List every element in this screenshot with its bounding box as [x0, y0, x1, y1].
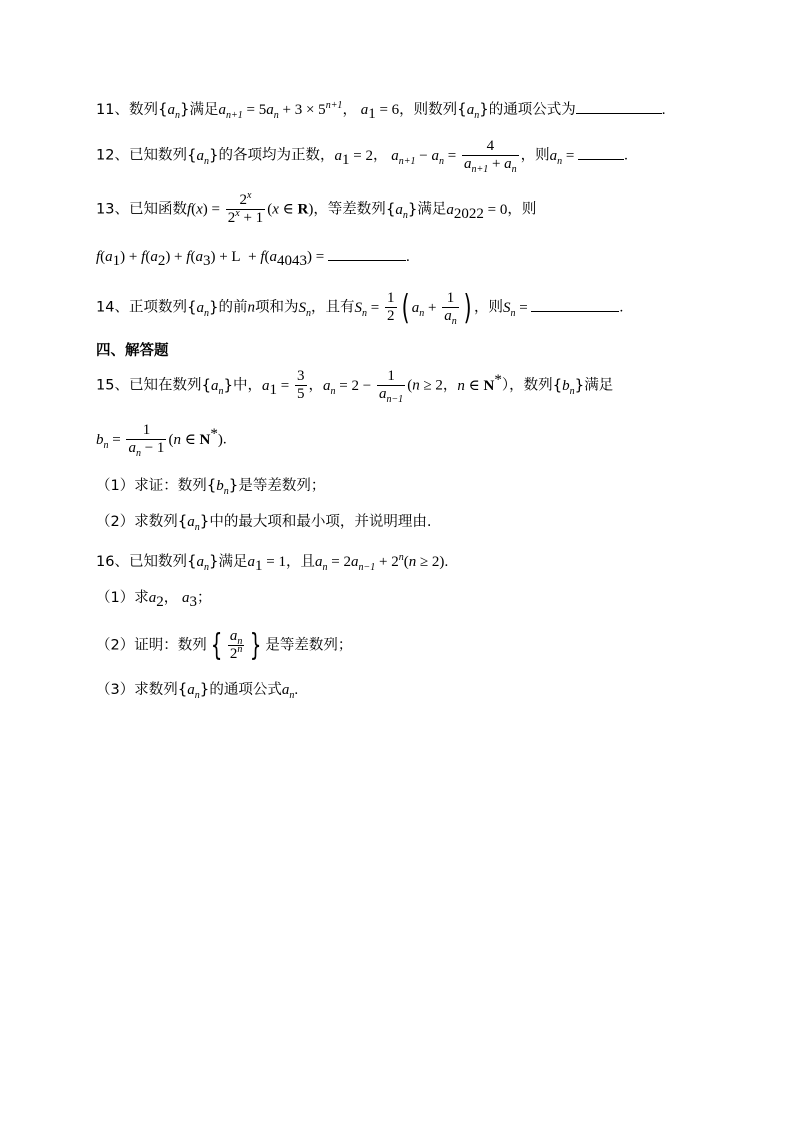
math-function: f(x) = [186, 201, 224, 218]
question-number: 11、 [96, 102, 129, 118]
math-seq-an: $\{a_n\}$ [157, 100, 190, 121]
question-15-part-1: （1）求证：数列$\{b_n\}$是等差数列； [96, 476, 326, 497]
question-number: 12、 [96, 147, 129, 164]
question-11: 11、数列$\{a_n\}$满足$a_{n+1} = 5a_n + 3 \times 5^{n+1}$， $a_1 = 6$，则数列$\{a_n\}$的通项公式为 . [96, 100, 666, 122]
math-initial: $a_1 = 2$ [334, 147, 374, 168]
math-fraction: $\frac{4}{a_{n+1} + a_n}$ [463, 138, 517, 175]
math-recurrence: $a_{n+1} = 5a_n + 3 \times 5^{n+1}$ [218, 100, 343, 121]
math-fraction: $\frac{3}{5}$ [297, 368, 305, 402]
question-15-part-2: （2）求数列$\{a_n\}$中的最大项和最小项，并说明理由. [96, 512, 432, 533]
question-16-part-2: （2）证明：数列 { $\frac{a_n}{2^n}$ } 是等差数列； [96, 627, 353, 663]
answer-blank[interactable] [576, 99, 662, 114]
question-12: 12、已知数列$\{a_n\}$的各项均为正数，$a_1 = 2$， $a_{n+1} - a_n$ = $\frac{4}{a_{n+1} + a_n}$ ，则$a_n$ = . [96, 138, 628, 175]
question-14: 14、正项数列$\{a_n\}$的前n项和为$S_n$，且有$S_n$ = $\frac{1}{2}$ ( $a_n$ + $\frac{1}{a_n}$ ) ，则$S_n$ = . [96, 287, 624, 328]
section-heading: 四、解答题 [96, 343, 169, 359]
math-fraction: $\frac{1}{2}$ [387, 290, 395, 324]
question-16-part-1: （1）求$a_2$， $a_3$； [96, 590, 212, 610]
math-fraction: $\frac{1}{a_{n-1}}$ [378, 368, 404, 405]
math-recurrence: $a_n = 2a_{n-1} + 2^n(n \ge 2)$ [315, 552, 445, 573]
question-number: 14、 [96, 299, 129, 316]
math-formula: $S_n$ = [354, 299, 384, 319]
math-sum: $f(a_1) + f(a_2) + f(a_3) + L + f(a_{4043})$ = [96, 249, 328, 269]
question-number: 13、 [96, 201, 129, 218]
math-initial: $a_1 = 6$ [360, 102, 400, 122]
question-16: 16、已知数列$\{a_n\}$满足$a_1 = 1$，且$a_n = 2a_{n-1} + 2^n(n \ge 2)$. [96, 552, 449, 574]
answer-blank[interactable] [328, 246, 406, 261]
answer-blank[interactable] [578, 145, 624, 160]
question-13-continued: $f(a_1) + f(a_2) + f(a_3) + L + f(a_{4043})$ = . [96, 245, 734, 268]
question-15: 15、已知在数列$\{a_n\}$中，$a_1$ = $\frac{3}{5}$ ，$a_n = 2$ − $\frac{1}{a_{n-1}}$ (n ≥ 2，n ∈ N*），数列$\{b_n\}$满足 [96, 368, 614, 405]
question-number: 16、 [96, 554, 129, 570]
math-fraction: $\frac{1}{a_n - 1}$ [128, 422, 165, 459]
question-16-part-3: （3）求数列$\{a_n\}$的通项公式$a_n$. [96, 680, 299, 701]
answer-blank[interactable] [531, 297, 619, 312]
math-fraction: $\frac{a_n}{2^n}$ [229, 628, 243, 662]
math-recurrence: $a_{n+1} - a_n$ = [391, 147, 460, 167]
question-number: 15、 [96, 377, 129, 394]
math-fraction: $\frac{1}{a_n}$ [444, 290, 457, 327]
math-fraction: $\frac{2^x}{2^x + 1}$ [227, 190, 264, 226]
question-15-continued: $b_n$ = $\frac{1}{a_n - 1}$ (n ∈ N*). [96, 422, 227, 459]
question-13: 13、已知函数f(x) = $\frac{2^x}{2^x + 1}$ (x ∈ R)，等差数列$\{a_n\}$满足$a_{2022} = 0$，则 [96, 190, 537, 226]
